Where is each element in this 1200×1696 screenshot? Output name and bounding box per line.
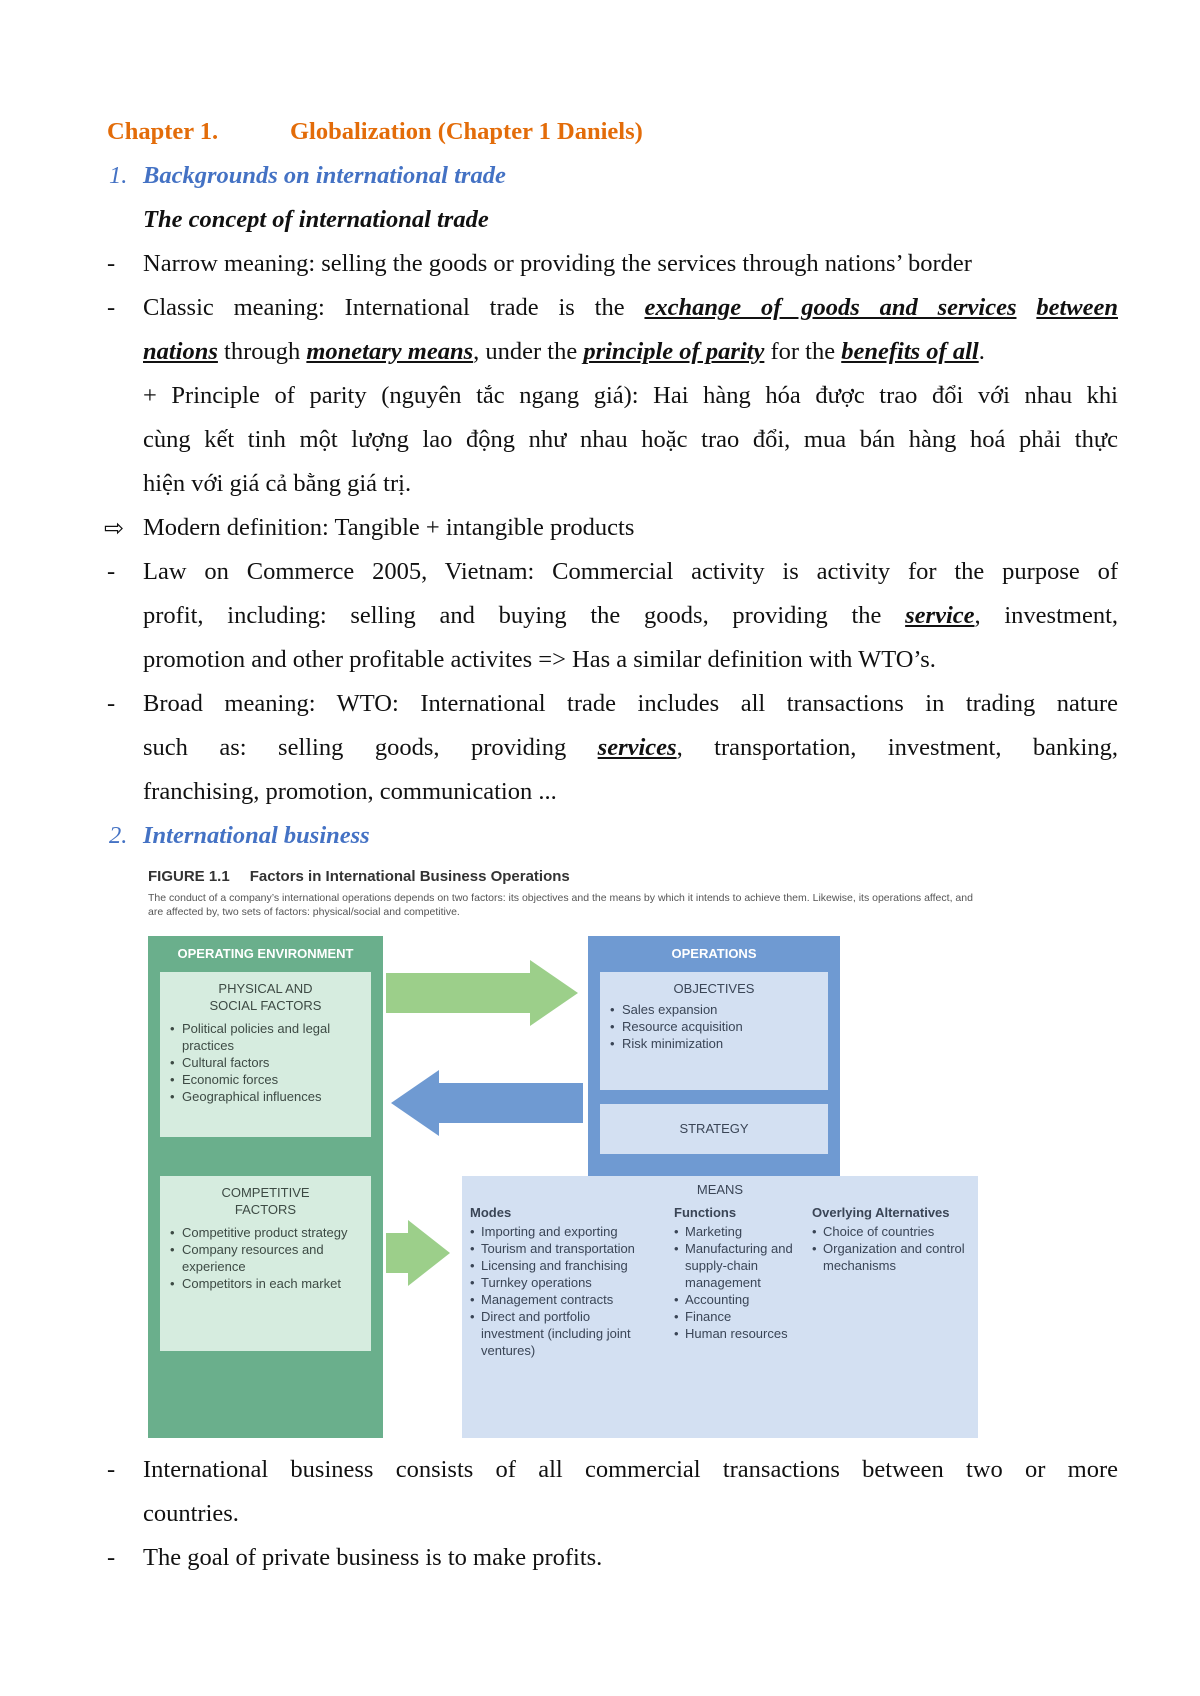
classic-term-exchange: exchange of goods and services	[644, 294, 1017, 321]
classic-text: Classic meaning: International trade is the	[143, 294, 645, 321]
parity-text-3: hiện với giá cả bằng giá trị.	[143, 470, 412, 497]
list-item: • Human resources	[674, 1325, 804, 1342]
bullet-dash: -	[107, 558, 116, 585]
concept-title: The concept of international trade	[143, 206, 489, 233]
competitive-title-line: FACTORS	[234, 1202, 297, 1217]
list-item: • Importing and exporting	[470, 1223, 670, 1240]
arrow-left-icon	[391, 1070, 583, 1136]
classic-text: through	[217, 338, 307, 365]
classic-text: for the	[764, 338, 842, 365]
list-item: • Sales expansion	[610, 1001, 828, 1018]
figure-arrows	[148, 868, 978, 1438]
classic-meaning-text-2	[143, 330, 985, 374]
broad-text-3: franchising, promotion, communication ...	[143, 778, 557, 805]
strategy-label: STRATEGY	[679, 1121, 749, 1136]
parity-text-2: cùng kết tinh một lượng lao động như nhau hoặc trao đổi, mua bán hàng hoá phải thực	[143, 426, 1118, 453]
business-text-3: The goal of private business is to make profits.	[143, 1544, 603, 1571]
list-item: • Manufacturing and supply-chain management	[674, 1240, 804, 1291]
list-item: • Cultural factors	[170, 1054, 371, 1071]
overlying-heading: Overlying Alternatives	[812, 1205, 950, 1220]
business-text-2: countries.	[143, 1500, 239, 1527]
physical-title-line: SOCIAL FACTORS	[209, 998, 322, 1013]
list-item: • Organization and control mechanisms	[812, 1240, 972, 1274]
list-item: • Licensing and franchising	[470, 1257, 670, 1274]
list-item: • Turnkey operations	[470, 1274, 670, 1291]
broad-text-1: Broad meaning: WTO: International trade includes all transactions in trading nature	[143, 690, 1118, 717]
figure-heading: Factors in International Business Operations	[249, 868, 570, 885]
bullet-dash: -	[107, 1456, 116, 1483]
list-item: • Competitors in each market	[170, 1275, 371, 1292]
chapter-number: Chapter 1.	[107, 118, 219, 145]
broad-text: , transportation, investment, banking,	[676, 734, 1118, 761]
list-item: • Economic forces	[170, 1071, 371, 1088]
figure-international-business	[148, 868, 978, 1438]
classic-term-nations: nations	[143, 338, 218, 365]
narrow-meaning-text: Narrow meaning: selling the goods or providing the services through nations’ border	[143, 250, 972, 277]
objectives-title: OBJECTIVES	[673, 981, 755, 996]
bullet-dash: -	[107, 250, 116, 277]
operations-heading: OPERATIONS	[671, 946, 757, 961]
law-text: , investment,	[974, 602, 1118, 629]
classic-meaning-text-1	[143, 286, 1118, 330]
section-1-number: 1.	[109, 162, 128, 189]
classic-text: , under the	[473, 338, 584, 365]
broad-text-2	[143, 726, 1118, 770]
broad-term-services: services	[597, 734, 677, 761]
list-item: • Finance	[674, 1308, 804, 1325]
list-item: • Tourism and transportation	[470, 1240, 670, 1257]
list-item: • Risk minimization	[610, 1035, 828, 1052]
modes-heading: Modes	[470, 1205, 512, 1220]
classic-term-parity: principle of parity	[583, 338, 765, 365]
broad-text: such as: selling goods, providing	[143, 734, 598, 761]
list-item: • Choice of countries	[812, 1223, 972, 1240]
law-term-service: service	[905, 602, 975, 629]
modern-definition-text: Modern definition: Tangible + intangible products	[143, 514, 635, 541]
physical-title-line: PHYSICAL AND	[218, 981, 313, 996]
parity-text-1: + Principle of parity (nguyên tắc ngang giá): Hai hàng hóa được trao đổi với nhau khi	[143, 382, 1118, 409]
functions-heading: Functions	[674, 1205, 737, 1220]
operating-environment-heading: OPERATING ENVIRONMENT	[177, 946, 354, 961]
section-1-title: Backgrounds on international trade	[143, 162, 506, 189]
list-item: • Company resources and experience	[170, 1241, 371, 1275]
list-item: • Marketing	[674, 1223, 804, 1240]
section-2-title: International business	[143, 822, 370, 849]
law-text-2	[143, 594, 1118, 638]
list-item: • Geographical influences	[170, 1088, 371, 1105]
arrow-right-icon: ⇨	[104, 514, 125, 542]
bullet-dash: -	[107, 294, 116, 321]
list-item: • Management contracts	[470, 1291, 670, 1308]
arrow-right-icon	[386, 960, 578, 1026]
list-item: • Competitive product strategy	[170, 1224, 371, 1241]
law-text-3: promotion and other profitable activites => Has a similar definition with WTO’s.	[143, 646, 936, 673]
bullet-dash: -	[107, 690, 116, 717]
means-heading: MEANS	[696, 1182, 744, 1197]
classic-term-between: between	[1036, 294, 1118, 321]
list-item: • Resource acquisition	[610, 1018, 828, 1035]
bullet-dash: -	[107, 1544, 116, 1571]
chapter-title: Globalization (Chapter 1 Daniels)	[290, 118, 643, 145]
list-item: • Direct and portfolio investment (including joint ventures)	[470, 1308, 641, 1359]
business-text-1: International business consists of all commercial transactions between two or more	[143, 1456, 1118, 1483]
classic-term-benefits: benefits of all	[841, 338, 979, 365]
section-2-number: 2.	[109, 822, 128, 849]
figure-caption: The conduct of a company’s international operations depends on two factors: its objectives and the means by which it intends to achieve them. Likewise, its operations affect, and are affected by, two sets of factors: physical/social and competitive.	[148, 892, 973, 918]
list-item: • Accounting	[674, 1291, 804, 1308]
classic-term-monetary: monetary means	[306, 338, 474, 365]
competitive-title-line: COMPETITIVE	[221, 1185, 310, 1200]
classic-space	[1016, 294, 1036, 321]
law-text: profit, including: selling and buying the goods, providing the	[143, 602, 906, 629]
arrow-right-icon	[386, 1220, 450, 1286]
classic-text: .	[978, 338, 985, 365]
figure-label: FIGURE 1.1	[148, 868, 230, 885]
law-text-1: Law on Commerce 2005, Vietnam: Commercial activity is activity for the purpose of	[143, 558, 1118, 585]
list-item: • Political policies and legal practices	[170, 1020, 371, 1054]
